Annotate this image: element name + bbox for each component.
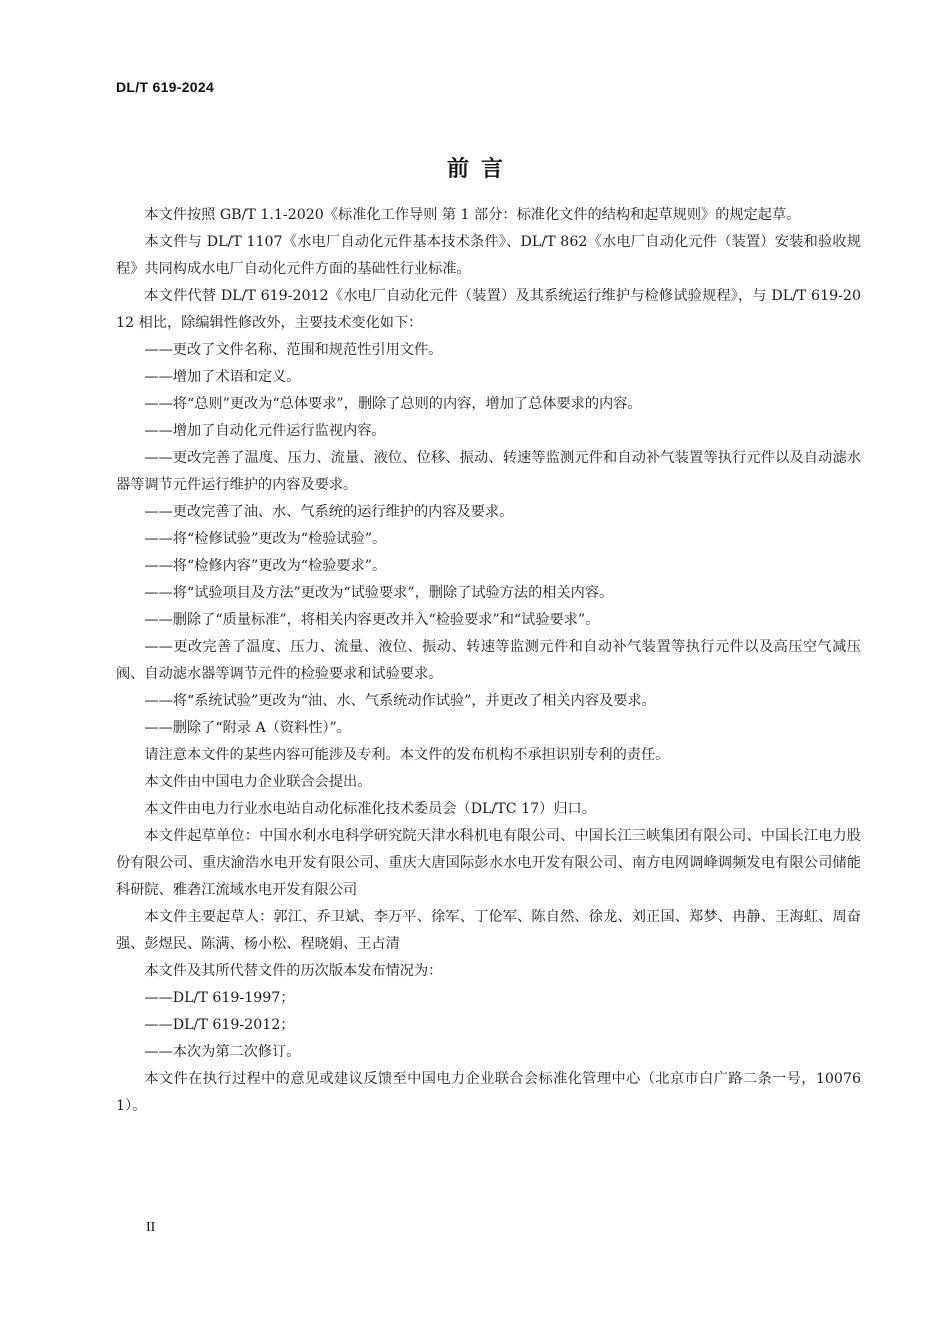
change-item: ——更改了文件名称、范围和规范性引用文件。 <box>144 342 443 358</box>
change-item: ——更改完善了油、水、气系统的运行维护的内容及要求。 <box>144 504 514 520</box>
version-item: ——本次为第二次修订。 <box>144 1044 301 1060</box>
change-item: ——将“试验项目及方法”更改为“试验要求”，删除了试验方法的相关内容。 <box>144 585 614 601</box>
paragraph: 本文件及其所代替文件的历次版本发布情况为： <box>144 963 443 979</box>
paragraph: 本文件代替 DL/T 619-2012《水电厂自动化元件（装置）及其系统运行维护与检修试验规程》，与 DL/T 619-2012 相比，除编辑性修改外，主要技术变化如下： <box>116 288 861 331</box>
change-item: ——增加了自动化元件运行监视内容。 <box>144 423 386 439</box>
page-number: II <box>146 1220 156 1235</box>
change-item: ——将“系统试验”更改为“油、水、气系统动作试验”，并更改了相关内容及要求。 <box>144 693 656 709</box>
page-title: 前言 <box>446 157 515 182</box>
change-item: ——将“检修试验”更改为“检验试验”。 <box>144 531 387 547</box>
change-item: ——将“总则”更改为“总体要求”，删除了总则的内容，增加了总体要求的内容。 <box>144 396 642 412</box>
paragraph: 本文件起草单位：中国水利水电科学研究院天津水科机电有限公司、中国长江三峡集团有限公司、中国长江电力股份有限公司、重庆渝浩水电开发有限公司、重庆大唐国际彭水水电开发有限公司、南方电网调峰调频发电有限公司储能科研院、雅砻江流域水电开发有限公司 <box>116 828 861 898</box>
paragraph: 本文件与 DL/T 1107《水电厂自动化元件基本技术条件》、DL/T 862《水电厂自动化元件（装置）安装和验收规程》共同构成水电厂自动化元件方面的基础性行业标准。 <box>116 234 861 277</box>
paragraph: 本文件由中国电力企业联合会提出。 <box>144 774 372 790</box>
version-item: ——DL/T 619-2012； <box>144 1017 295 1033</box>
paragraph: 本文件按照 GB/T 1.1-2020《标准化工作导则 第 1 部分：标准化文件的结构和起草规则》的规定起草。 <box>144 207 801 223</box>
paragraph: 请注意本文件的某些内容可能涉及专利。本文件的发布机构不承担识别专利的责任。 <box>144 747 670 763</box>
change-item: ——更改完善了温度、压力、流量、液位、位移、振动、转速等监测元件和自动补气装置等执行元件以及自动滤水器等调节元件运行维护的内容及要求。 <box>116 450 861 493</box>
change-item: ——删除了“附录 A（资料性）”。 <box>144 720 351 736</box>
change-item: ——更改完善了温度、压力、流量、液位、振动、转速等监测元件和自动补气装置等执行元件以及高压空气减压阀、自动滤水器等调节元件的检验要求和试验要求。 <box>116 639 861 682</box>
paragraph: 本文件主要起草人：郭江、乔卫斌、李万平、徐军、丁伦军、陈自然、徐龙、刘正国、郑梦、冉静、王海虹、周奋强、彭煜民、陈满、杨小松、程晓娟、王占清 <box>116 909 861 952</box>
change-item: ——将“检修内容”更改为“检验要求”。 <box>144 558 387 574</box>
paragraph: 本文件在执行过程中的意见或建议反馈至中国电力企业联合会标准化管理中心（北京市白广路二条一号，100761）。 <box>116 1071 861 1114</box>
foreword-body <box>116 202 861 1120</box>
version-item: ——DL/T 619-1997； <box>144 990 295 1006</box>
change-item: ——增加了术语和定义。 <box>144 369 301 385</box>
document-code: DL/T 619-2024 <box>116 79 215 95</box>
change-item: ——删除了“质量标准”，将相关内容更改并入“检验要求”和“试验要求”。 <box>144 612 600 628</box>
paragraph: 本文件由电力行业水电站自动化标准化技术委员会（DL/TC 17）归口。 <box>144 801 596 817</box>
